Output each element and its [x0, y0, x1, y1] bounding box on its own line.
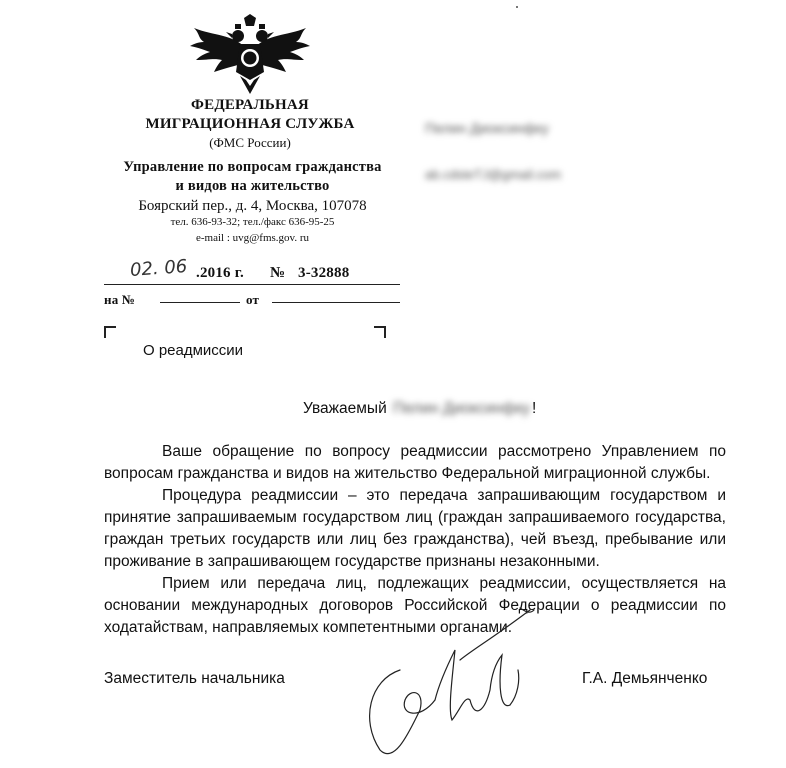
salutation: [303, 400, 536, 418]
department-email: e-mail : uvg@fms.gov. ru: [196, 232, 309, 244]
printed-date-year: .2016 г.: [196, 265, 244, 281]
reply-to-line: [160, 302, 240, 303]
number-underline: [104, 284, 400, 285]
double-headed-eagle-emblem-icon: [180, 14, 320, 96]
subject-line: О реадмиссии: [143, 342, 244, 359]
department-line2: и видов на жительство: [175, 178, 330, 194]
handwritten-signature: [340, 600, 540, 765]
from-label: от: [246, 292, 260, 307]
document-number: 3-32888: [298, 265, 350, 281]
signatory-position: Заместитель начальника: [104, 670, 285, 687]
department-address: Боярский пер., д. 4, Москва, 107078: [138, 198, 367, 214]
handwritten-date: 02. 06: [129, 256, 188, 281]
salutation-suffix: !: [532, 400, 537, 417]
org-name-line1: ФЕДЕРАЛЬНАЯ: [191, 97, 309, 113]
reply-to-label: на №: [104, 292, 136, 307]
salutation-prefix: Уважаемый: [303, 400, 387, 417]
number-label: №: [270, 265, 286, 281]
recipient-email: ab.cdsteTJ@gmail.com: [425, 167, 562, 182]
subject-corner-left: [104, 326, 116, 338]
department-phones: тел. 636-93-32; тел./факс 636-95-25: [170, 216, 335, 228]
org-abbreviation: (ФМС России): [209, 135, 291, 150]
subject-corner-right: [374, 326, 386, 338]
body-paragraph-3: Прием или передача лиц, подлежащих реадмиссии, осуществляется на основании международных договоров Российской Федерации о реадмиссии по ходатайствам, направляемых компетентными органами.: [104, 575, 726, 636]
recipient-name: Пелин Диоксинфку: [425, 120, 549, 136]
salutation-name: Пелин Диоксинфку: [393, 400, 531, 417]
body-paragraph-2: Процедура реадмиссии – это передача запрашивающим государством и принятие запрашиваемым государством лиц (граждан запрашиваемого государства, граждан третьих государств или лиц без гражданства), чей въезд, пребывание или проживание в запрашивающем государстве признаны незаконными.: [104, 487, 726, 570]
from-line: [272, 302, 400, 303]
signatory-name: Г.А. Демьянченко: [582, 670, 708, 687]
department-line1: Управление по вопросам гражданства: [123, 159, 382, 175]
body-paragraph-1: Ваше обращение по вопросу реадмиссии рассмотрено Управлением по вопросам гражданства и видов на жительство Федеральной миграционной службы.: [104, 443, 726, 482]
org-name-line2: МИГРАЦИОННАЯ СЛУЖБА: [145, 116, 355, 132]
scan-speck: [516, 6, 518, 8]
